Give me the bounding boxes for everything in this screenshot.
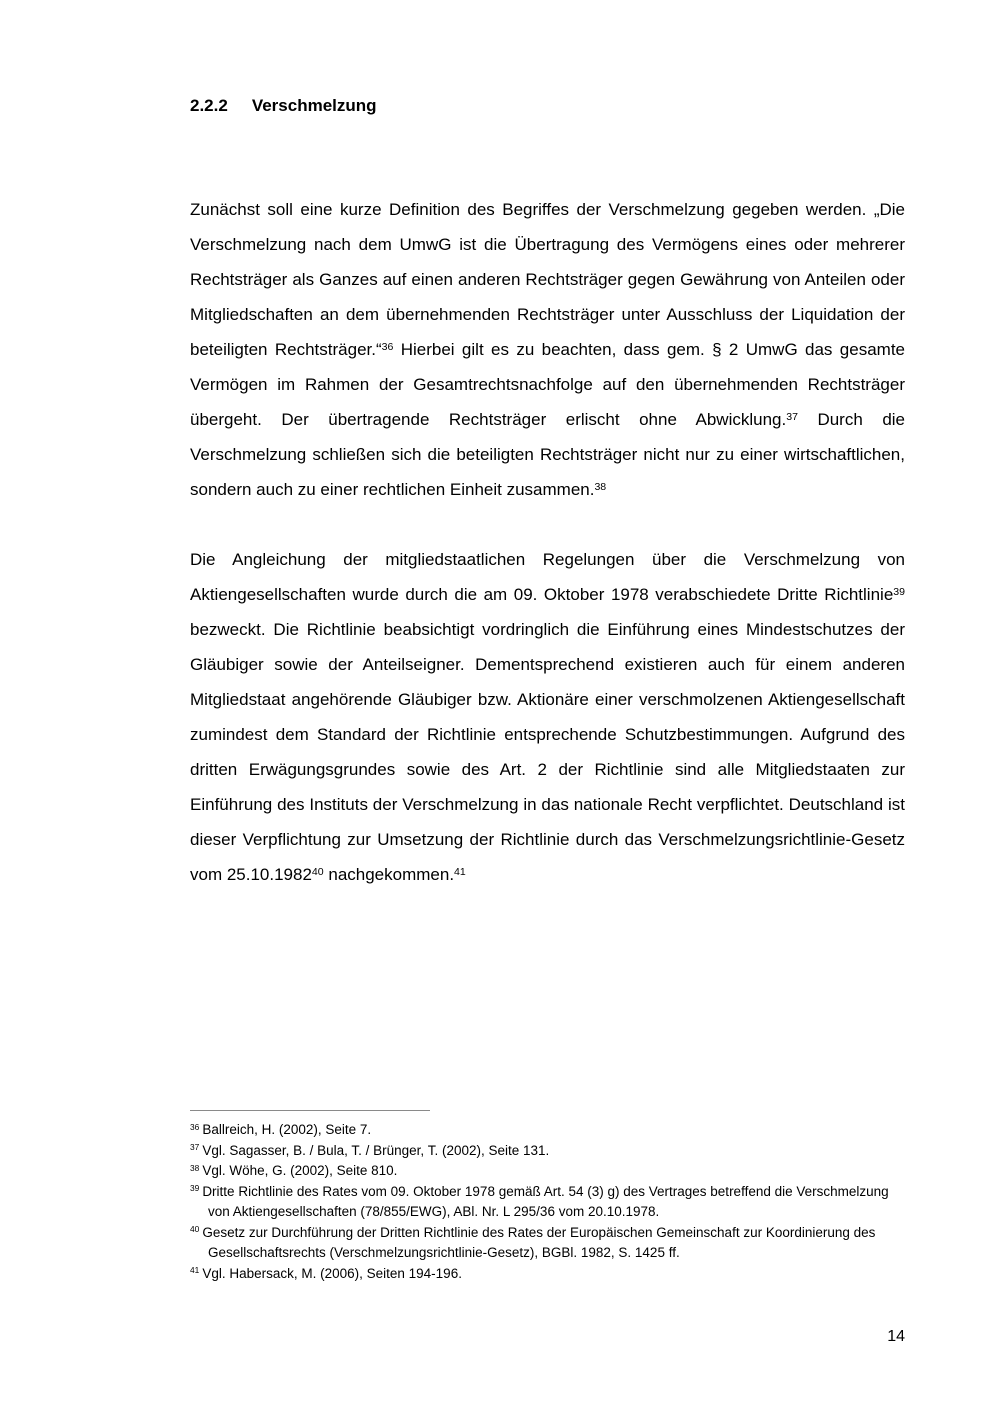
footnote-text: Vgl. Wöhe, G. (2002), Seite 810. (202, 1163, 398, 1178)
footnote-text: Vgl. Sagasser, B. / Bula, T. / Brünger, T. (2002), Seite 131. (202, 1142, 550, 1158)
text-run: bezweckt. Die Richtlinie beabsichtigt vordringlich die Einführung eines Mindestschutzes der Gläubiger sowie der Anteilseigner. Dementsprechend existieren auch für einem anderen Mitgliedstaat angehörende Gläubiger bzw. Aktionäre einer verschmolzenen Aktiengesellschaft zumindest dem Standard der Richtlinie entsprechende Schutzbestimmungen. Aufgrund des dritten Erwägungsgrundes sowie des Art. 2 der Richtlinie sind alle Mitgliedstaaten zur Einführung des Instituts der Verschmelzung in das nationale Recht verpflichtet. Deutschland ist dieser Verpflichtung zur Umsetzung der Richtlinie durch das Verschmelzungsrichtlinie-Gesetz vom 25.10.1982 (190, 620, 905, 884)
footnote-41 (190, 1264, 905, 1285)
footnote-marker: 37 (190, 1142, 200, 1153)
text-run: Hierbei gilt es zu beachten, dass gem. § 2 UmwG das gesamte Vermögen im Rahmen der Gesamtrechtsnachfolge auf den übernehmenden Rechtsträger übergeht. Der übertragende Rechtsträger erlischt ohne Abwicklung. (190, 340, 905, 429)
footnote-40 (190, 1223, 905, 1264)
page-number: 14 (887, 1328, 905, 1345)
footnote-reference: 39 (893, 585, 905, 598)
footnote-marker: 38 (190, 1162, 200, 1173)
footnote-38 (190, 1161, 905, 1182)
footnote-marker: 41 (190, 1265, 200, 1276)
footnote-separator-line (190, 1110, 430, 1111)
footnote-reference: 41 (454, 865, 466, 878)
footnote-39 (190, 1182, 905, 1223)
text-run: nachgekommen. (323, 865, 455, 884)
footnote-reference: 36 (381, 340, 394, 353)
footnote-reference: 40 (311, 865, 324, 878)
footnote-36 (190, 1120, 905, 1141)
text-run: Zunächst soll eine kurze Definition des Begriffes der Verschmelzung gegeben werden. „Die Verschmelzung nach dem UmwG ist die Übertragung des Vermögens eines oder mehrerer Rechtsträger als Ganzes auf einen anderen Rechtsträger gegen Gewährung von Anteilen oder Mitgliedschaften an dem übernehmenden Rechtsträger unter Ausschluss der Liquidation der beteiligten Rechtsträger.“ (190, 200, 905, 359)
text-run: Durch die Verschmelzung schließen sich die beteiligten Rechtsträger nicht nur zu einer wirtschaftlichen, sondern auch zu einer rechtlichen Einheit zusammen. (190, 410, 905, 499)
text-run: Die Angleichung der mitgliedstaatlichen Regelungen über die Verschmelzung von Aktiengesellschaften wurde durch die am 09. Oktober 1978 verabschiedete Dritte Richtlinie (190, 550, 905, 604)
main-text-column (190, 96, 905, 892)
section-heading (190, 96, 905, 116)
footnote-text: Ballreich, H. (2002), Seite 7. (202, 1122, 372, 1137)
section-number: 2.2.2 (190, 96, 228, 115)
footnote-marker: 40 (190, 1224, 200, 1235)
footnote-37 (190, 1141, 905, 1162)
paragraph-dritte-richtlinie (190, 542, 905, 892)
footnote-marker: 39 (190, 1183, 200, 1194)
footnote-section (190, 1110, 905, 1284)
footnote-text: Vgl. Habersack, M. (2006), Seiten 194-196. (202, 1265, 462, 1281)
footnote-reference: 38 (594, 480, 607, 493)
footnote-reference: 37 (786, 410, 798, 423)
footnote-marker: 36 (190, 1121, 200, 1132)
footnote-text: Gesetz zur Durchführung der Dritten Richtlinie des Rates der Europäischen Gemeinschaft zur Koordinierung des Gesellschaftsrechts (Verschmelzungsrichtlinie-Gesetz), BGBl. 1982, S. 1425 ff. (202, 1224, 876, 1260)
paragraph-definition-verschmelzung (190, 192, 905, 507)
footnote-text: Dritte Richtlinie des Rates vom 09. Oktober 1978 gemäß Art. 54 (3) g) des Vertrages betreffend die Verschmelzung von Aktiengesellschaften (78/855/EWG), ABl. Nr. L 295/36 vom 20.10.1978. (202, 1183, 889, 1219)
section-title: Verschmelzung (251, 96, 377, 115)
